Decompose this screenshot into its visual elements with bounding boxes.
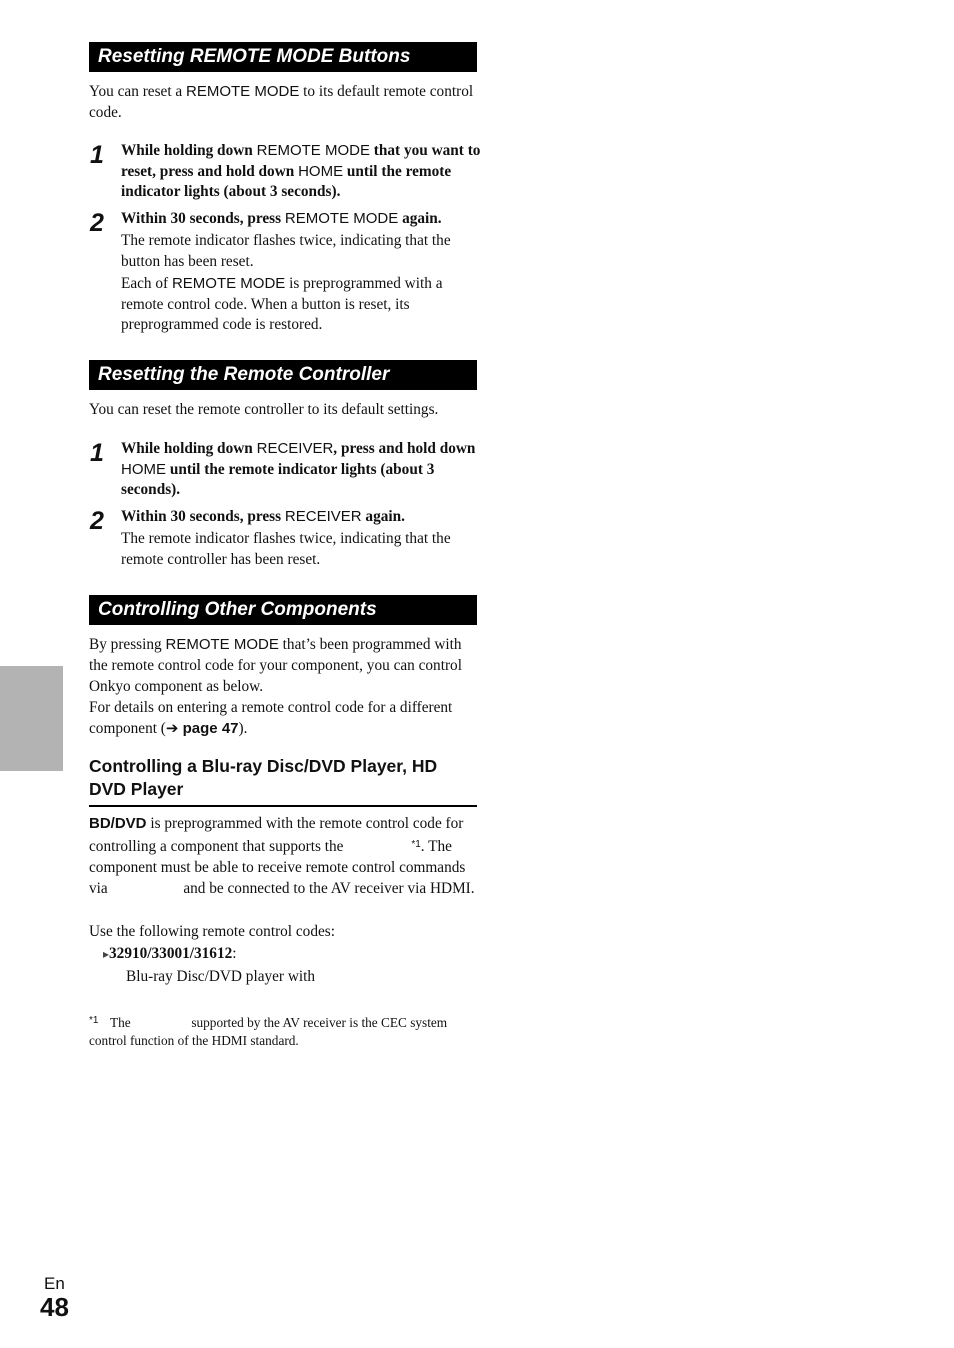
key-label: RECEIVER xyxy=(284,508,362,525)
key-label: REMOTE MODE xyxy=(165,636,279,653)
key-label: REMOTE MODE xyxy=(256,142,370,159)
key-label: REMOTE MODE xyxy=(186,83,300,100)
step-description: The remote indicator flashes twice, indicating that the remote controller has been reset. xyxy=(121,530,451,568)
step-description: The remote indicator flashes twice, indicating that the button has been reset. xyxy=(121,232,451,270)
code-list-description: Blu-ray Disc/DVD player with xyxy=(126,968,316,985)
cross-reference-paragraph: For details on entering a remote control code for a different component (➔ page 47). xyxy=(89,699,453,737)
footnote-marker: *1 xyxy=(89,1015,99,1026)
page-number: 48 xyxy=(40,1292,69,1322)
step-instruction: Within 30 seconds, press RECEIVER again. xyxy=(121,508,405,525)
subsection-title-bluray: Controlling a Blu-ray Disc/DVD Player, HD DVD Player xyxy=(89,755,477,807)
step-number: 2 xyxy=(90,507,104,535)
page-link[interactable]: page 47 xyxy=(178,720,239,737)
step-instruction: While holding down REMOTE MODE that you want to reset, press and hold down HOME until the remote indicator lights (about 3 seconds). xyxy=(121,142,481,200)
key-label: REMOTE MODE xyxy=(284,210,399,227)
step-instruction: While holding down RECEIVER, press and hold down HOME until the remote indicator lights (about 3 seconds). xyxy=(121,440,476,498)
footnote-ref: *1 xyxy=(411,839,421,850)
step-number: 2 xyxy=(90,209,104,237)
intro-paragraph: You can reset a REMOTE MODE to its default remote control code. xyxy=(89,83,474,121)
step-number: 1 xyxy=(90,141,104,169)
footnote: *1 The supported by the AV receiver is the CEC system control function of the HDMI standard. xyxy=(89,1012,479,1050)
key-label: RECEIVER xyxy=(256,440,334,457)
language-label: En xyxy=(44,1274,65,1293)
section-title-resetting-remote-controller: Resetting the Remote Controller xyxy=(89,360,477,390)
code-list-item: ▸32910/33001/31612: xyxy=(103,945,237,962)
codes-intro: Use the following remote control codes: xyxy=(89,923,335,940)
chapter-tab xyxy=(0,666,63,771)
key-label: HOME xyxy=(121,460,166,478)
bluray-paragraph: BD/DVD is preprogrammed with the remote control code for controlling a component that supports the $^{*1}$. The component must be able to receive remote control commands via and be connected to the AV receiver via HDMI. xyxy=(89,815,475,897)
step-number: 1 xyxy=(90,439,104,467)
arrow-right-icon: ➔ xyxy=(165,720,179,737)
intro-paragraph: By pressing REMOTE MODE that’s been programmed with the remote control code for your component, you can control Onkyo component as below. xyxy=(89,636,462,695)
step-instruction: Within 30 seconds, press REMOTE MODE again. xyxy=(121,210,442,227)
step-note: Each of REMOTE MODE is preprogrammed with a remote control code. When a button is reset, its preprogrammed code is restored. xyxy=(121,275,443,333)
intro-paragraph: You can reset the remote controller to its default settings. xyxy=(89,401,439,418)
bullet-triangle-icon: ▸ xyxy=(103,947,110,961)
section-title-controlling-other-components: Controlling Other Components xyxy=(89,595,477,625)
key-label: REMOTE MODE xyxy=(171,275,286,292)
section-title-resetting-remote-mode-buttons: Resetting REMOTE MODE Buttons xyxy=(89,42,477,72)
key-label: HOME xyxy=(298,162,344,180)
key-label: BD/DVD xyxy=(89,815,147,832)
